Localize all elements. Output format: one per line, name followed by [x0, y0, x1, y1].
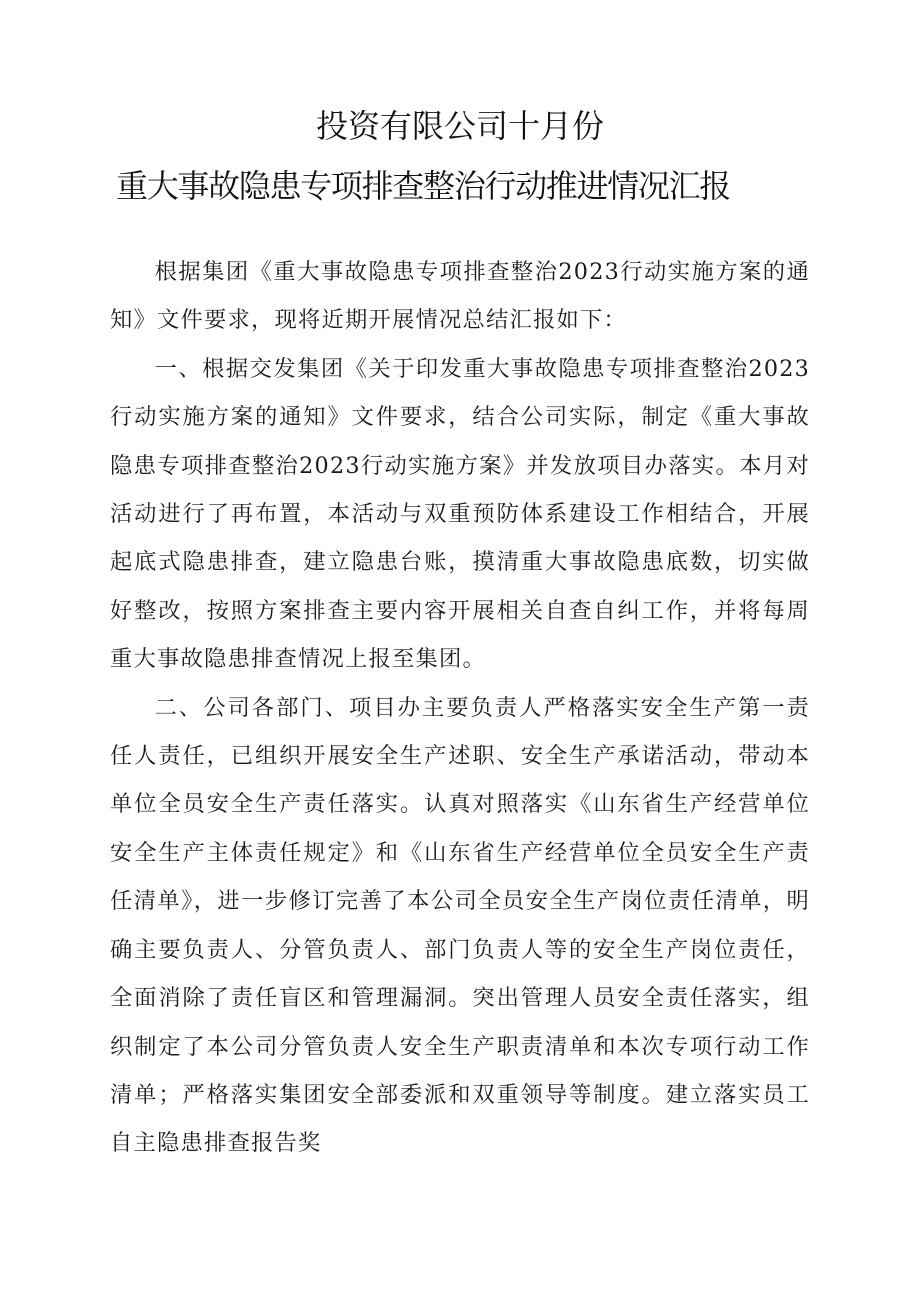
document-title-line-1: 投资有限公司十月份	[315, 107, 604, 145]
paragraph-section-1: 一、根据交发集团《关于印发重大事故隐患专项排查整治2023行动实施方案的通知》文件要求，结合公司实际，制定《重大事故隐患专项排查整治2023行动实施方案》并发放项目办落实。本月对活动进行了再布置，本活动与双重预防体系建设工作相结合，开展起底式隐患排查，建立隐患台账，摸清重大事故隐患底数，切实做好整改，按照方案排查主要内容开展相关自查自纠工作，并将每周重大事故隐患排查情况上报至集团。	[110, 355, 810, 673]
paragraph-intro: 根据集团《重大事故隐患专项排查整治2023行动实施方案的通知》文件要求，现将近期开展情况总结汇报如下：	[110, 259, 810, 334]
document-title-line-2: 重大事故隐患专项排查整治行动推进情况汇报	[116, 167, 731, 205]
document-body	[110, 248, 810, 1168]
paragraph-section-2: 二、公司各部门、项目办主要负责人严格落实安全生产第一责任人责任，已组织开展安全生产述职、安全生产承诺活动，带动本单位全员安全生产责任落实。认真对照落实《山东省生产经营单位安全生产主体责任规定》和《山东省生产经营单位全员安全生产责任清单》，进一步修订完善了本公司全员安全生产岗位责任清单，明确主要负责人、分管负责人、部门负责人等的安全生产岗位责任，全面消除了责任盲区和管理漏洞。突出管理人员安全责任落实，组织制定了本公司分管负责人安全生产职责清单和本次专项行动工作清单；严格落实集团安全部委派和双重领导等制度。建立落实员工自主隐患排查报告奖	[110, 694, 810, 1157]
